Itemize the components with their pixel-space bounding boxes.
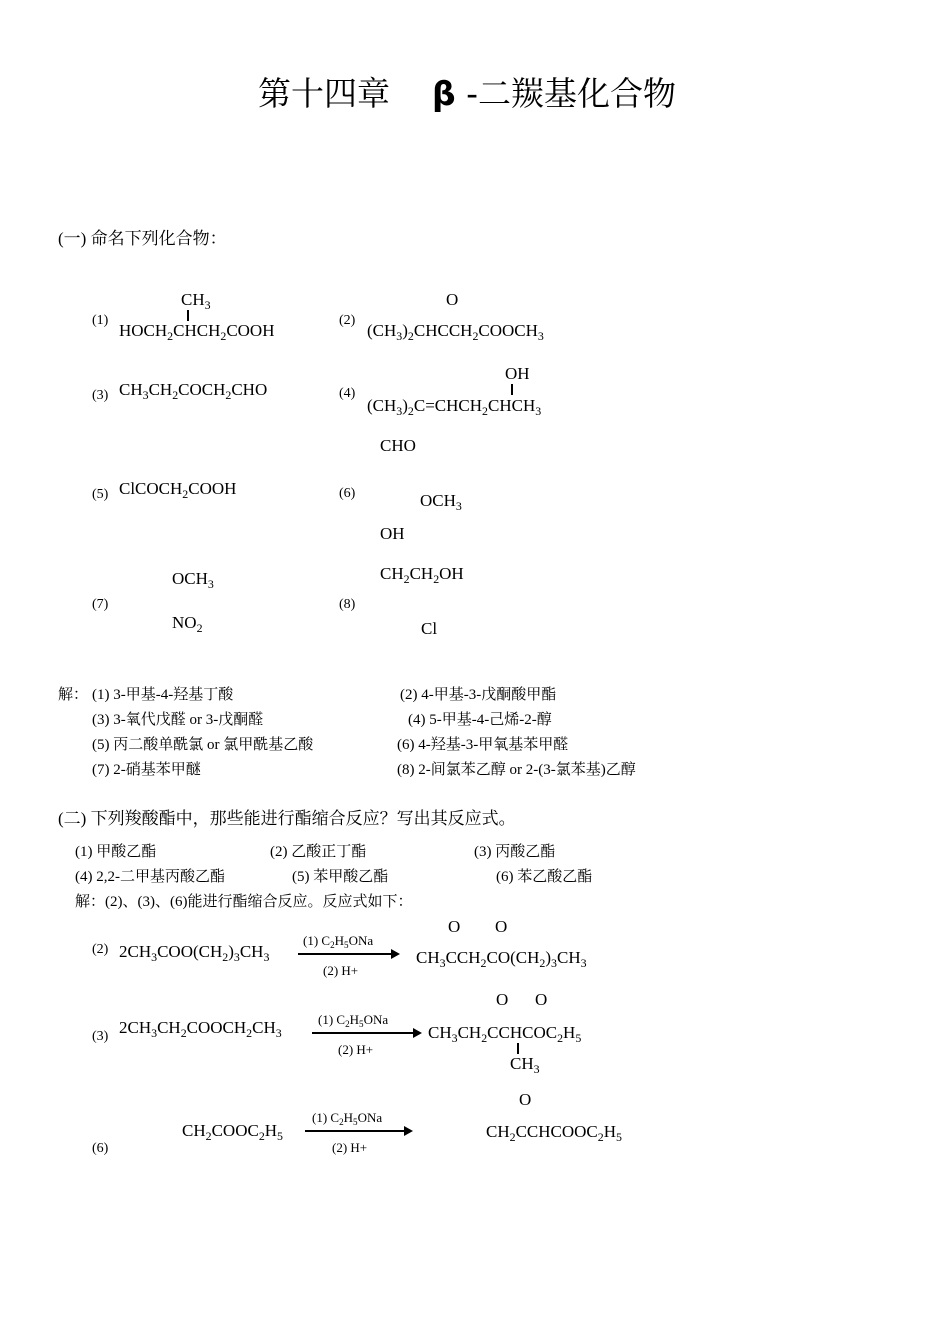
compound-label-6: (6) [339, 486, 356, 501]
reaction3-cond1: (1) $C_2H_5ONa$ [318, 1012, 389, 1030]
answer-4: (4) 5-甲基-4-己烯-2-醇 [408, 712, 552, 728]
ester-item-4: (4) 2,2-二甲基丙酸乙酯 [75, 869, 225, 885]
compound3-formula: $CH_3CH_2COCH_2CHO$ [119, 380, 268, 403]
reaction6-o: O [519, 1090, 532, 1109]
ester-item-1: (1) 甲酸乙酯 [75, 844, 157, 860]
reaction-label-3: (3) [92, 1029, 109, 1044]
reaction2-cond2: (2) H+ [323, 963, 359, 978]
reaction3-reactant: $2CH_3CH_2COOCH_2CH_3$ [119, 1018, 282, 1041]
reaction6-reactant: $CH_2COOC_2H_5$ [182, 1121, 283, 1144]
ester-item-3: (3) 丙酸乙酯 [474, 844, 556, 860]
compound5-formula: ClCOCH$_2$COOH [119, 479, 237, 502]
compound1-formula: $HOCH_2CHCH_2COOH$ [119, 321, 275, 344]
compound2-o: O [446, 290, 459, 309]
section1-heading: (一) 命名下列化合物： [58, 229, 227, 248]
ester-item-2: (2) 乙酸正丁酯 [270, 844, 367, 860]
answer-3: (3) 3-氧代戊醛 or 3-戊酮醛 [92, 712, 264, 728]
ester-item-5: (5) 苯甲酸乙酯 [292, 869, 389, 885]
reaction2-o2: O [495, 917, 508, 936]
compound4-oh: OH [505, 364, 530, 383]
reaction6-cond1: (1) $C_2H_5ONa$ [312, 1110, 383, 1128]
reaction6-product: $CH_2CCHCOOC_2H_5$ [486, 1122, 622, 1145]
reaction3-bond [517, 1043, 519, 1054]
compound7-no2: $NO_2$ [172, 613, 203, 636]
section2-heading: (二) 下列羧酸酯中，那些能进行酯缩合反应？写出其反应式。 [58, 809, 516, 828]
compound-label-4: (4) [339, 386, 356, 401]
reaction2-o1: O [448, 917, 461, 936]
compound-label-8: (8) [339, 597, 356, 612]
answer-8: (8) 2-间氯苯乙醇 or 2-(3-氯苯基)乙醇 [397, 762, 636, 778]
compound6-cho: CHO [380, 436, 416, 455]
reaction-label-2: (2) [92, 942, 109, 957]
answer-5: (5) 丙二酸单酰氯 or 氯甲酰基乙酸 [92, 737, 314, 753]
compound-label-7: (7) [92, 597, 109, 612]
reaction6-arrow [305, 1130, 411, 1132]
compound6-och3: $OCH_3$ [420, 491, 462, 514]
answer-1: (1) 3-甲基-4-羟基丁酸 [92, 687, 234, 703]
compound2-formula: $(CH_3)_2CHCCH_2COOCH_3$ [367, 321, 544, 344]
reaction3-ch3: $CH_3$ [510, 1054, 540, 1077]
reaction3-arrow [312, 1032, 420, 1034]
reaction3-product: $CH_3CH_2CCHCOC_2H_5$ [428, 1023, 582, 1046]
page-title [258, 68, 676, 115]
answer-prefix: 解： [58, 687, 89, 703]
reaction3-o2: O [535, 990, 548, 1009]
compound4-formula: $(CH_3)_2C=CHCH_2CHCH_3$ [367, 396, 542, 419]
answer-6: (6) 4-羟基-3-甲氧基苯甲醛 [397, 737, 569, 753]
answer-7: (7) 2-硝基苯甲醚 [92, 762, 201, 778]
section2-answer: 解：(2)、(3)、(6)能进行酯缩合反应。反应式如下： [75, 894, 413, 910]
reaction-label-6: (6) [92, 1141, 109, 1156]
compound7-och3: $OCH_3$ [172, 569, 214, 592]
reaction2-product: $CH_3CCH_2CO(CH_2)_3CH_3$ [416, 948, 587, 971]
reaction6-cond2: (2) H+ [332, 1140, 368, 1155]
ester-item-6: (6) 苯乙酸乙酯 [496, 869, 593, 885]
compound8-chain: $CH_2CH_2OH$ [380, 564, 464, 587]
compound-label-2: (2) [339, 313, 356, 328]
title-beta: β [431, 74, 456, 113]
compound1-ch3: $CH_3$ [181, 290, 211, 313]
reaction2-reactant: $2CH_3COO(CH_2)_3CH_3$ [119, 942, 270, 965]
reaction3-cond2: (2) H+ [338, 1042, 374, 1057]
compound6-oh: OH [380, 524, 405, 543]
compound-label-3: (3) [92, 388, 109, 403]
reaction2-cond1: (1) $C_2H_5ONa$ [303, 933, 374, 951]
compound1-bond [187, 310, 189, 321]
compound8-cl: Cl [421, 619, 438, 638]
title-prefix: 第十四章 [258, 74, 390, 113]
compound-label-5: (5) [92, 487, 109, 502]
title-suffix: -二羰基化合物 [466, 74, 677, 113]
compound4-bond [511, 384, 513, 395]
reaction2-arrow [298, 953, 398, 955]
compound-label-1: (1) [92, 313, 109, 328]
answer-2: (2) 4-甲基-3-戊酮酸甲酯 [400, 687, 557, 703]
reaction3-o1: O [496, 990, 509, 1009]
